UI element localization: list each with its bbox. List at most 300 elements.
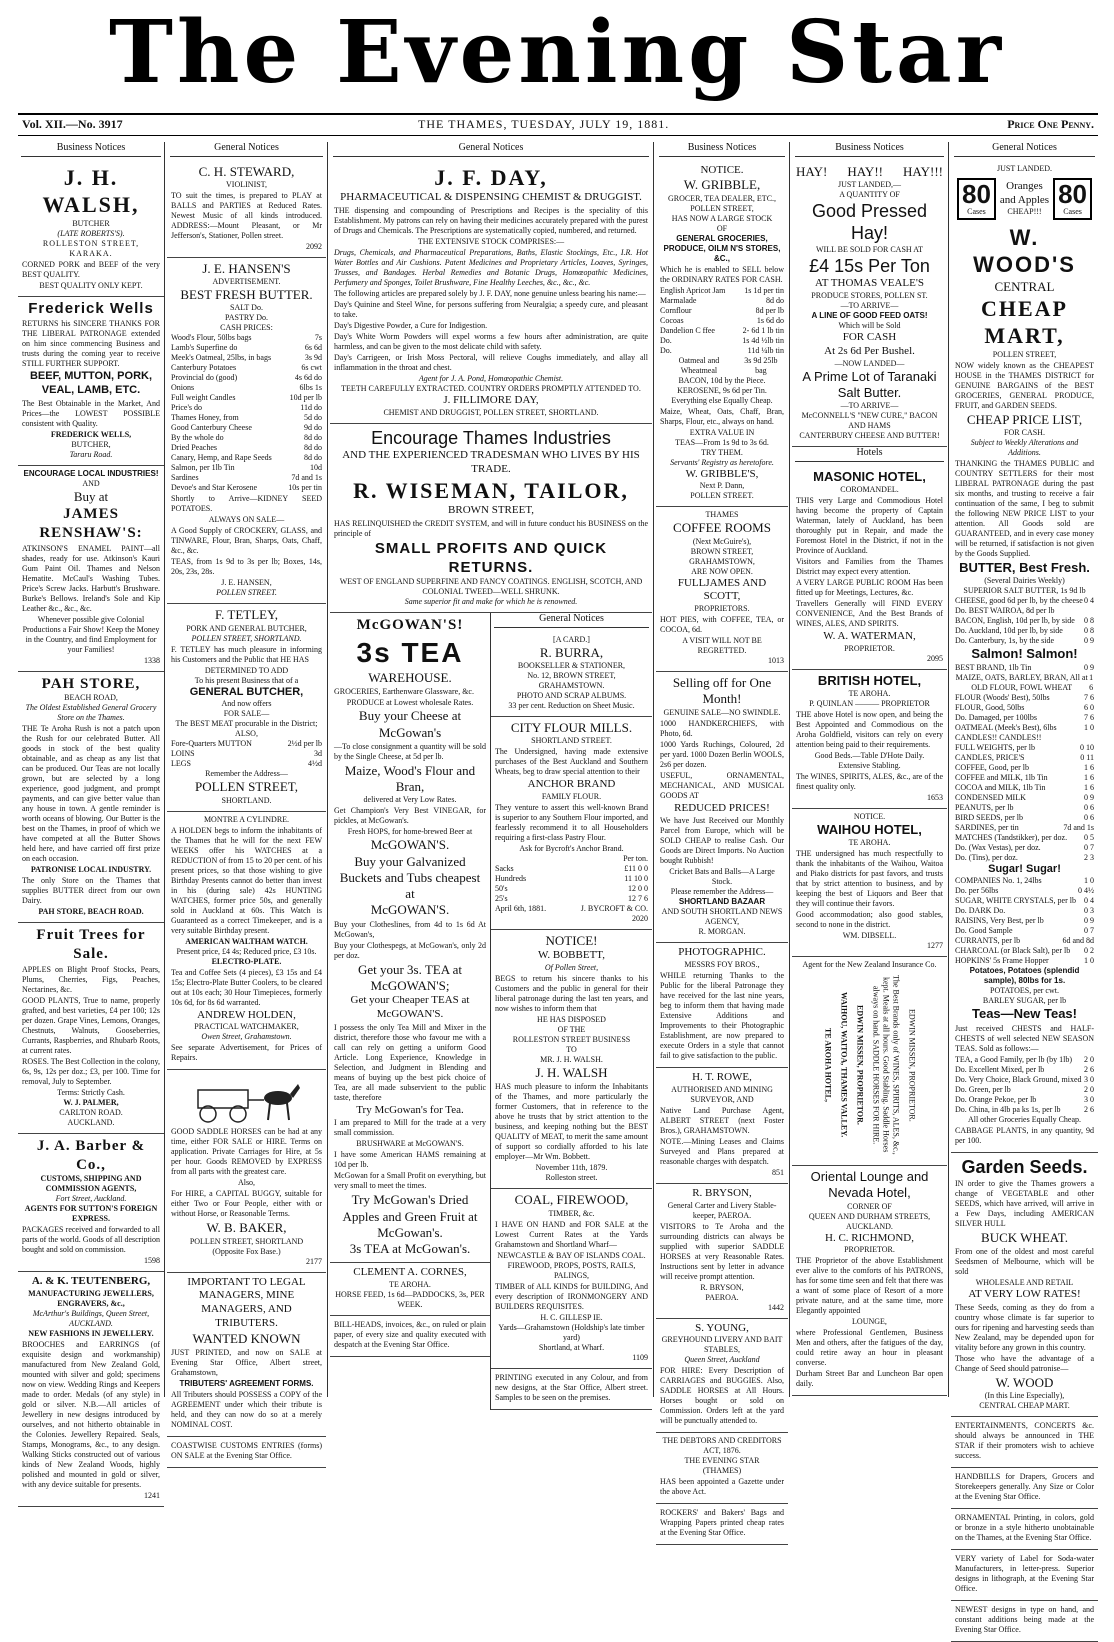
ad-text: TIMBER of ALL KINDS for BUILDING, And every description of IRONMONGERY AND BUILDERS REQUISITES. (495, 1281, 648, 1311)
ad-text: CASH PRICES: (220, 323, 273, 333)
ad-title: PHOTOGRAPHIC. (678, 946, 766, 959)
ad-title: W. WOOD'S (973, 224, 1076, 277)
ad-text: ANDREW HOLDEN, (197, 1008, 296, 1021)
price-item: Do. Canterbury, 1s, by the side (955, 636, 1055, 646)
ad-pah-store (18, 672, 164, 924)
ad-text: PHARMACEUTICAL & DISPENSING CHEMIST & DRUGGIST. (340, 191, 642, 203)
ad-text: TEAS, from 1s 9d to 3s per lb; Boxes, 14s, 20s, 23s, 28s. (171, 557, 322, 577)
ad-renshaw (18, 466, 164, 672)
ad-text: BUTTER, Best Fresh. (959, 560, 1090, 575)
section-header: Business Notices (21, 142, 161, 157)
ad-text: RETURNS his SINCERE THANKS FOR THE LIBERAL PATRONAGE extended on him since commencing Business and trusts during the coming year to receive STILL FURTHER SUPPORT. (22, 319, 160, 369)
price-item: Canary, Hemp, and Rape Seeds (171, 453, 272, 463)
ad-title: Selling off for One Month! (672, 675, 772, 707)
price-row (171, 473, 322, 483)
ad-text: PRODUCE STORES, POLLEN ST. (811, 291, 928, 300)
price-value: 0 8 (1084, 626, 1094, 636)
ad-text: AUTHORISED AND MINING SURVEYOR, AND (671, 1084, 773, 1104)
ad-text: Cases (967, 206, 986, 216)
ad-text: SALT Do. (230, 303, 263, 313)
ad-title: R. BURRA, (539, 644, 604, 660)
price-item: Meek's Oatmeal, 25lbs, in bags (171, 353, 272, 363)
ad-text: These Seeds, coming as they do from a country whose climate is far superior to ours for ripening and harvesting seeds than New Zealand, may be depended upon for vitality before any grown in this country. (955, 1303, 1094, 1352)
ad-text: LOUNGE, (852, 1317, 887, 1327)
ad-text: TEETH CAREFULLY EXTRACTED. COUNTRY ORDERS PROMPTLY ATTENDED TO. (341, 383, 641, 393)
ad-title: F. TETLEY, (214, 607, 279, 623)
ad-text: TO suit the times, is prepared to PLAY at BALLS and PARTIES at Reduced Rates. Newest Music of all kinds introduced. ADDRESS:—Mount Pleasant, or Mr Jefferson's, Stationer, Pollen street. (171, 190, 322, 240)
ad-title: JAMES RENSHAW'S: (39, 506, 143, 541)
price-item: Thames Honey, from (171, 413, 239, 423)
ad-text: and Apples (999, 193, 1050, 206)
price-value: 11d do (300, 403, 322, 413)
ad-number: 2020 (632, 914, 648, 923)
ad-steward (167, 161, 326, 258)
price-value: 0 7 (1084, 842, 1094, 852)
price-row (955, 853, 1094, 863)
ad-star-office-5 (951, 1601, 1098, 1642)
price-item: MATCHES (Tandstikker), per doz. (955, 832, 1068, 842)
column-2 (167, 142, 326, 1460)
price-item: TEA, a Good Family, per lb (by 1lb) (955, 1054, 1073, 1064)
ad-text: BEST QUALITY ONLY KEPT. (39, 280, 143, 290)
price-row (660, 326, 784, 336)
price-row (171, 343, 322, 353)
price-row (171, 453, 322, 463)
price-row (955, 783, 1094, 793)
ad-text: For HIRE, a CAPITAL BUGGY, suitable for either Two or Four People, either with or without Horse, or Reasonable Terms. (171, 1189, 322, 1219)
ad-text: HANDBILLS for Drapers, Grocers and Storekeepers generally. Any Size or Color at the Evening Star Office. (955, 1472, 1094, 1502)
price-row (955, 813, 1094, 823)
ad-text: The Best Obtainable in the Market, And Prices—the LOWEST POSSIBLE consistent with Quality. (22, 398, 160, 428)
ad-text: McArthur's Buildings, Queen Street, AUCKLAND. (32, 1309, 150, 1328)
ad-text: PAH STORE, BEACH ROAD. (38, 907, 144, 917)
ad-text: THE EXTENSIVE STOCK COMPRISES:— (417, 236, 565, 246)
price-value: 3 0 (1084, 1094, 1094, 1104)
price-item: MAIZE, OATS, BARLEY, BRAN, All at OLD FLOUR, FOWL WHEAT (955, 672, 1088, 692)
ad-title: J. A. Barber & Co., (36, 1137, 146, 1173)
price-list (171, 739, 322, 769)
price-item: Do. (Wax Vestas), per doz. (955, 842, 1041, 852)
price-value: 1s 4d ½lb tin (742, 335, 784, 345)
price-row (171, 749, 322, 759)
ad-text: The Oldest Established General Grocery Store on the Thames. (25, 703, 157, 723)
issue-price: Price One Penny. (1007, 117, 1094, 131)
ad-text: BUCK WHEAT. (981, 1230, 1068, 1245)
ad-text: SHORTLAND STREET. (531, 736, 612, 746)
ad-text: ROLLESTON STREET, KARAKA. (42, 238, 140, 258)
ad-text: Shortly to Arrive—KIDNEY SEED POTATOES. (171, 494, 322, 514)
column-3 (330, 142, 652, 1402)
ad-text: H. C. RICHMOND, (825, 1231, 914, 1244)
price-item: Do. Damaged, per 100lbs (955, 712, 1037, 722)
ad-text: GROCERIES, Earthenware Glassware, &c. (334, 687, 474, 697)
ad-text: BRUSHWARE at McGOWAN'S. (356, 1139, 464, 1149)
ad-title: WAIHOU HOTEL, (817, 821, 922, 837)
price-value: 1 6 (1084, 782, 1094, 792)
price-value: 0 9 (1084, 792, 1094, 802)
column-3-split (330, 613, 652, 1409)
ad-text: THE above Hotel is now open, and being the Best Appointed and Commodious on the Aroha Goldfield, visitors can rely on every attention being paid to their requirements. (796, 709, 943, 749)
price-item: Wood's Flour, 50lbs bags (171, 333, 252, 343)
price-value: 6d and 8d (1062, 936, 1094, 946)
ad-star-office-1 (951, 1417, 1098, 1468)
ad-text: TE AROHA. (389, 1280, 431, 1289)
price-value: 0 6 (1084, 812, 1094, 822)
price-list (660, 286, 784, 376)
price-value: 1 0 (1084, 956, 1094, 966)
ad-text: HE HAS DISPOSED (537, 1015, 606, 1024)
ad-text: November 11th, 1879. (535, 1163, 608, 1173)
price-row (955, 1075, 1094, 1085)
ad-text: OF THE (557, 1025, 586, 1034)
ad-coffee-rooms (656, 507, 788, 672)
ad-text: TEAS—From 1s 9d to 3s 6d. (675, 437, 769, 447)
ad-title: COAL, FIREWOOD, (514, 1192, 629, 1208)
ad-text: CUSTOMS, SHIPPING AND COMMISSION AGENTS, (40, 1174, 142, 1194)
ad-text: BILL-HEADS, invoices, &c., on ruled or plain paper, of every size and quality executed with despatch at the Evening Star Office. (334, 1320, 486, 1349)
column-1 (18, 142, 164, 1500)
price-row (955, 936, 1094, 946)
ad-text: April 6th, 1881. (495, 904, 547, 913)
ad-title: 3s TEA (356, 637, 464, 668)
ad-text: Fort Street, Auckland. (55, 1194, 127, 1204)
section-header: General Notices (333, 142, 649, 157)
ad-day-chemist (330, 161, 652, 424)
price-item: Fore-Quarters MUTTON (171, 739, 252, 749)
ad-number-big: 80 (962, 178, 991, 209)
ad-text: Yards—Grahamstown (Holdship's late timber yard) (498, 1322, 645, 1342)
ad-text: FAMILY FLOUR. (541, 792, 602, 801)
ad-text: A HOLDEN begs to inform the inhabitants of the Thames that he will for the next FEW WEEKS offer his WATCHES at a REDUCTION of from 15 to 20 per cent. of his present prices, so that those wishing to give Birthday Presents cannot do better than invest in his (during sale) 42s HUNTING WATCHES, former price 50s, and generally sold in Auckland at 60s. This Watch is Guaranteed as a correct Timekeeper, and is a very suitable Birthday present. (171, 825, 322, 935)
ad-managers (167, 1273, 326, 1437)
ad-text: Rolleston street. (545, 1173, 598, 1183)
ad-text: POLLEN STREET, (690, 203, 754, 213)
ad-text: Subject to Weekly Alterations and Additions. (970, 438, 1079, 457)
price-item: Cocoas (660, 315, 684, 325)
ad-mcgowan (330, 613, 490, 1263)
price-row (955, 673, 1094, 693)
price-item: SARDINES, per tin (955, 822, 1019, 832)
ad-text: (LATE ROBERTS'S). (57, 228, 125, 238)
ad-text: 1000 HANDKERCHIEFS, with Photo, 6d. (660, 718, 784, 738)
ad-text: Buy your Clothespegs, at McGowan's, only 2d per doz. (334, 940, 486, 960)
ad-text: All other Groceries Equally Cheap. (967, 1114, 1082, 1124)
price-value: 1 0 (1084, 876, 1094, 886)
ad-text: PACKAGES received and forwarded to all parts of the world. Goods of all description bought and sold on commission. (22, 1225, 160, 1255)
price-value: 7d and 1s (1063, 822, 1094, 832)
ad-text: [A CARD.] (553, 634, 590, 644)
ad-text: GRAHAMSTOWN. (538, 681, 605, 690)
ad-text: —To close consignment a quantity will be sold by the Single Cheese, at 5d per lb. (334, 741, 486, 761)
ad-billheads (330, 1316, 490, 1357)
ad-text: 33 per cent. Reduction on Sheet Music. (508, 701, 635, 710)
ad-text: Try McGowan's for Tea. (356, 1103, 464, 1116)
ad-text: CENTRAL (994, 278, 1055, 294)
price-item: Lamb's Superfine do (171, 343, 238, 353)
ad-text: NOTICE. (853, 811, 886, 821)
ad-text: HAS much pleasure to inform the Inhabitants of the Thames, and more particularly the former Customers, that in reference to the above he trusts that by strict attention to the business, and keeping nothing but the BEST QUALITY of MEAT, to merit the same amount of support so cordially afforded to his late employer—Mr Wm. Bobbett. (495, 1082, 648, 1162)
price-item: CURRANTS, per lb (955, 936, 1021, 946)
price-list (955, 663, 1094, 863)
ad-text: BEST FRESH BUTTER. (180, 287, 313, 302)
ad-text: CABBAGE PLANTS, in any quantity, 9d per 100. (955, 1125, 1094, 1145)
ad-text: Travellers Generally will FIND EVERY CONVENIENCE, And the Best Brands of WINES, ALES, AND SPIRITS. (796, 598, 943, 628)
horse-carriage-illustration (192, 1076, 302, 1124)
ad-text: WAIHOU, WAITOA, THAMES VALLEY. (839, 992, 849, 1138)
price-item: 25's (495, 894, 508, 903)
price-row (955, 753, 1094, 763)
ad-title: W. GRIBBLE, (683, 177, 761, 193)
ad-number: 2092 (306, 241, 322, 251)
ad-foy-bros (656, 943, 788, 1068)
ad-text: W. A. WATERMAN, (823, 629, 916, 642)
ad-title: Oriental Lounge and Nevada Hotel, (810, 1169, 929, 1201)
price-row (660, 286, 784, 296)
price-value: 1 6 (1084, 762, 1094, 772)
ad-text: GENERAL GROCERIES, PRODUCE, OILM N'S STORES, &C., (663, 233, 781, 263)
price-row (955, 773, 1094, 783)
ad-title: R. BRYSON, (692, 1186, 752, 1199)
price-item: Do. (660, 345, 672, 355)
ad-text: P. QUINLAN ——— PROPRIETOR (809, 698, 930, 708)
price-item: Cornflour (660, 305, 692, 315)
price-row (955, 926, 1094, 936)
cases-box-left (957, 178, 996, 220)
ad-text: —TO ARRIVE— (840, 301, 899, 310)
ad-text: A Good Supply of CROCKERY, GLASS, and TINWARE, Flour, Bran, Sharps, Oats, Chaff, &c., &c. (171, 526, 322, 556)
price-row (955, 906, 1094, 916)
price-item: Do. Green, per lb (955, 1084, 1011, 1094)
oranges-middle (1000, 180, 1049, 218)
price-value: 0 6 (1084, 802, 1094, 812)
ad-title: J. H. WALSH (535, 1065, 608, 1080)
price-value: 8d per lb (755, 305, 784, 315)
ad-bryson (656, 1184, 788, 1319)
price-row (171, 413, 322, 423)
ad-title: McGOWAN'S! (356, 617, 464, 634)
ad-text: 3s TEA at McGowan's. (349, 1241, 471, 1256)
rotated-ad (796, 970, 943, 1160)
price-item: Sardines (171, 473, 199, 483)
price-value: 0 4 (1084, 896, 1094, 906)
price-value: 0 11 (1080, 752, 1094, 762)
price-list (955, 596, 1094, 646)
ad-text: ANCHOR BRAND (527, 778, 616, 791)
ad-text: HAS been appointed a Gazette under the above Act. (660, 1477, 784, 1497)
dateline (18, 113, 1098, 136)
ad-text: Owen Street, Grahamstown. (201, 1032, 292, 1042)
ad-palmer (18, 923, 164, 1134)
ad-text: PROPRIETOR. (844, 1245, 895, 1255)
ad-text: General Carter and Livery Stable-keeper, PAEROA. (667, 1200, 777, 1220)
ad-text: Maize, Wood's Flour and Bran, (344, 762, 476, 794)
ad-text: APPLES on Blight Proof Stocks, Pears, Plums, Cherries, Figs, Peaches, Nectarines, &c. (22, 964, 160, 994)
ad-text: SHORTLAND BAZAAR (678, 897, 766, 907)
ad-title: H. T. ROWE, (692, 1071, 752, 1083)
ad-text: I am prepared to Mill for the trade at a very small commission. (334, 1118, 486, 1138)
ad-text: TE AROHA HOTEL, (823, 1027, 833, 1103)
ad-text: Cases (1063, 206, 1082, 216)
ad-text: Those who have the advantage of a Change of Seed should patronise— (955, 1354, 1094, 1373)
ad-text: TRIBUTERS' AGREEMENT FORMS. (179, 1378, 314, 1388)
ad-text: W. WOOD (995, 1375, 1054, 1390)
price-value: 8d do (304, 443, 322, 453)
ad-text: Get your 3s. TEA at McGOWAN'S; (357, 961, 463, 993)
ad-british-hotel (792, 670, 947, 809)
price-row (171, 423, 322, 433)
ad-title: J. F. DAY, (434, 164, 548, 190)
column-rule (327, 142, 328, 1397)
ad-text: J. BYCROFT & CO. (580, 904, 648, 913)
ad-text: Buy your Cheese at McGowan's (358, 708, 462, 740)
ad-text: AT THOMAS VEALE'S (815, 277, 924, 290)
ad-text: HAY!! (847, 163, 883, 179)
price-list (171, 333, 322, 493)
ad-masonic-hotel (792, 466, 947, 670)
price-row (955, 1065, 1094, 1075)
ad-text: WANTED KNOWN (192, 1330, 301, 1346)
ad-text: BUTCHER (72, 218, 110, 228)
price-item: LEGS (171, 759, 191, 769)
price-value: 7 6 (1084, 712, 1094, 722)
ad-baker (167, 1070, 326, 1272)
column-3b (491, 613, 652, 1409)
ad-text: And now offers (221, 699, 272, 709)
price-value: 3s 9d (304, 353, 322, 363)
ad-star-office-2 (951, 1468, 1098, 1509)
ad-text: R. MORGAN. (698, 927, 746, 937)
ad-title: Encourage Thames Industries (371, 427, 611, 448)
ad-text: W. BOBBETT, (538, 949, 605, 962)
price-row (955, 733, 1094, 743)
ad-text: WEST OF ENGLAND SUPERFINE AND FANCY COATINGS. ENGLISH, SCOTCH, AND COLONIAL TWEED—WELL SHRUNK. (339, 577, 643, 597)
price-item: SUGAR, WHITE CRYSTALS, per lb (955, 896, 1076, 906)
ad-text: POTATOES, per cwt. (990, 986, 1059, 996)
ad-text: QUEEN AND DURHAM STREETS, (808, 1211, 931, 1221)
price-row (171, 443, 322, 453)
column-3a (330, 613, 491, 1409)
ad-text: EDWIN MISSEN, PROPRIETOR. (855, 1005, 865, 1125)
ad-text: FOR CASH (842, 331, 897, 343)
ad-text: Day's Quinine and Steel Wine, for persons suffering from Neuralgia; a speedy cure, and pleasant to take. (334, 299, 648, 319)
price-row (955, 713, 1094, 723)
ad-text: Queen Street, Auckland (684, 1355, 760, 1365)
price-row (955, 833, 1094, 843)
ad-hansen (167, 258, 326, 605)
ad-text: AGENTS FOR SUTTON'S FOREIGN EXPRESS. (24, 1204, 158, 1224)
price-row (955, 793, 1094, 803)
ad-text: NOTE.—Mining Leases and Claims Surveyed and Plans prepared at reasonable charges with despatch. (660, 1136, 784, 1166)
price-item: 50's (495, 884, 508, 893)
price-list (955, 876, 1094, 966)
price-item: Do. Orange Pekoe, per lb (955, 1094, 1037, 1104)
price-row (171, 373, 322, 383)
price-row (955, 693, 1094, 703)
ad-text: (In this Line Especially), (984, 1391, 1065, 1401)
price-value: £11 0 0 (624, 864, 648, 873)
ad-text: Extensive Stabling. (838, 760, 901, 770)
ad-text: Good Beds.—Table D'Hote Daily. (814, 750, 925, 760)
ad-text: Native Land Purchase Agent, ALBERT STREET (next Foster Bros.), GRAHAMSTOWN. (660, 1105, 784, 1135)
price-item: Do. (660, 335, 672, 345)
ad-text: J. E. HANSEN, (221, 578, 272, 588)
ad-text: CARLTON ROAD. (59, 1107, 123, 1117)
price-row (495, 874, 648, 884)
price-row (495, 884, 648, 894)
ad-city-flour-mills (491, 717, 652, 930)
ad-text: GENUINE SALE—NO SWINDLE. (663, 707, 781, 717)
ad-text: DETERMINED TO ADD (204, 665, 289, 675)
ad-text: EDWIN MISSEN, PROPRIETOR. (907, 1008, 917, 1122)
ad-text: BEEF, MUTTON, PORK, VEAL, LAMB, ETC. (29, 370, 153, 396)
ad-text: VISITORS to Te Aroha and the surrounding districts can always be supplied with superior SADDLE HORSES at very Reasonable Rates. Instructions sent by letter in advance will receive prompt attention. (660, 1221, 784, 1281)
ad-wiseman (330, 424, 652, 614)
ad-text: McCONNELL'S "NEW CURE," BACON AND HAMS (801, 411, 938, 430)
ad-text: WAREHOUSE. (368, 670, 452, 685)
ad-title: J. H. WALSH, (42, 164, 140, 217)
ad-text: The WINES, SPIRITS, ALES, &c., are of the finest quality only. (796, 771, 943, 791)
ad-text: GOOD SADDLE HORSES can be had at any time, either FOR SALE or HIRE. Terms on application. Private Carriages for Hire, at 5s per hour. Goods REMOVED by EXPRESS from all parts with the greatest care. (171, 1127, 322, 1177)
oranges-box (957, 178, 1092, 220)
section-header: Business Notices (659, 142, 785, 157)
price-value: 9d do (304, 423, 322, 433)
ad-text: JUST LANDED,— (838, 179, 901, 189)
ad-title: Fruit Trees for Sale. (36, 927, 146, 962)
ad-text: PORK AND GENERAL BUTCHER, (186, 623, 307, 633)
price-item: FLOUR, Good, 50lbs (955, 702, 1025, 712)
ad-text: All Tributers should POSSESS a COPY of the AGREEMENT under which their tribute is held, and they can now do so at a merely NOMINAL COST. (171, 1389, 322, 1429)
price-value: 5d do (304, 413, 322, 423)
ad-text: HAS NOW A LARGE STOCK (671, 213, 773, 223)
ad-title: BRITISH HOTEL, (817, 672, 922, 688)
ad-title: Good Pressed Hay! (811, 200, 928, 244)
ad-text: A Prime Lot of Taranaki Salt Butter. (802, 368, 937, 400)
cases-box-right (1053, 178, 1092, 220)
ad-text: See separate Advertisement, for Prices of Repairs. (171, 1043, 322, 1063)
price-row (171, 463, 322, 473)
price-item: Do. per 56lbs (955, 886, 999, 896)
ad-text: Which he is enabled to SELL below the ORDINARY RATES FOR CASH. (660, 264, 784, 284)
price-value: 11 10 0 (624, 874, 648, 883)
ad-text: PATRONISE LOCAL INDUSTRY. (30, 865, 152, 875)
ad-text: POLLEN STREET, SHORTLAND. (191, 633, 302, 643)
ad-text: Good accommodation; also good stables, second to none in the district. (796, 910, 943, 929)
ad-wood-central-cheap-mart (951, 161, 1098, 1153)
price-item: BACON, English, 10d per lb, by side (955, 616, 1075, 626)
ad-text: ELECTRO-PLATE. (211, 956, 282, 966)
ad-text: HAY!!! (903, 163, 943, 179)
column-rule (653, 142, 654, 1397)
price-list (495, 864, 648, 904)
price-row (171, 483, 322, 493)
section-header: General Notices (494, 613, 649, 628)
ad-text: R. BRYSON, (700, 1282, 744, 1292)
ad-text: FIREWOOD, PROPS, POSTS, RAILS, PALINGS, (507, 1260, 636, 1280)
price-row (955, 886, 1094, 896)
price-row (171, 403, 322, 413)
price-item: Full weight Candles (171, 393, 236, 403)
price-value: 0 8 (1084, 616, 1094, 626)
price-value: 2½d per lb (287, 739, 322, 749)
ad-number: 851 (772, 1167, 784, 1177)
ad-text: BACON, 10d by the Piece. (678, 375, 766, 385)
ad-text: Everything else Equally Cheap. (671, 395, 773, 405)
price-value: 1s 6d do (756, 315, 784, 325)
ad-text: J. FILLIMORE DAY, (443, 393, 539, 406)
price-item: Dandelion C ffee (660, 325, 715, 335)
ad-text: W. GRIBBLE'S, (685, 467, 759, 480)
ad-text: KEROSENE, 9s 6d per Tin. (677, 385, 767, 395)
